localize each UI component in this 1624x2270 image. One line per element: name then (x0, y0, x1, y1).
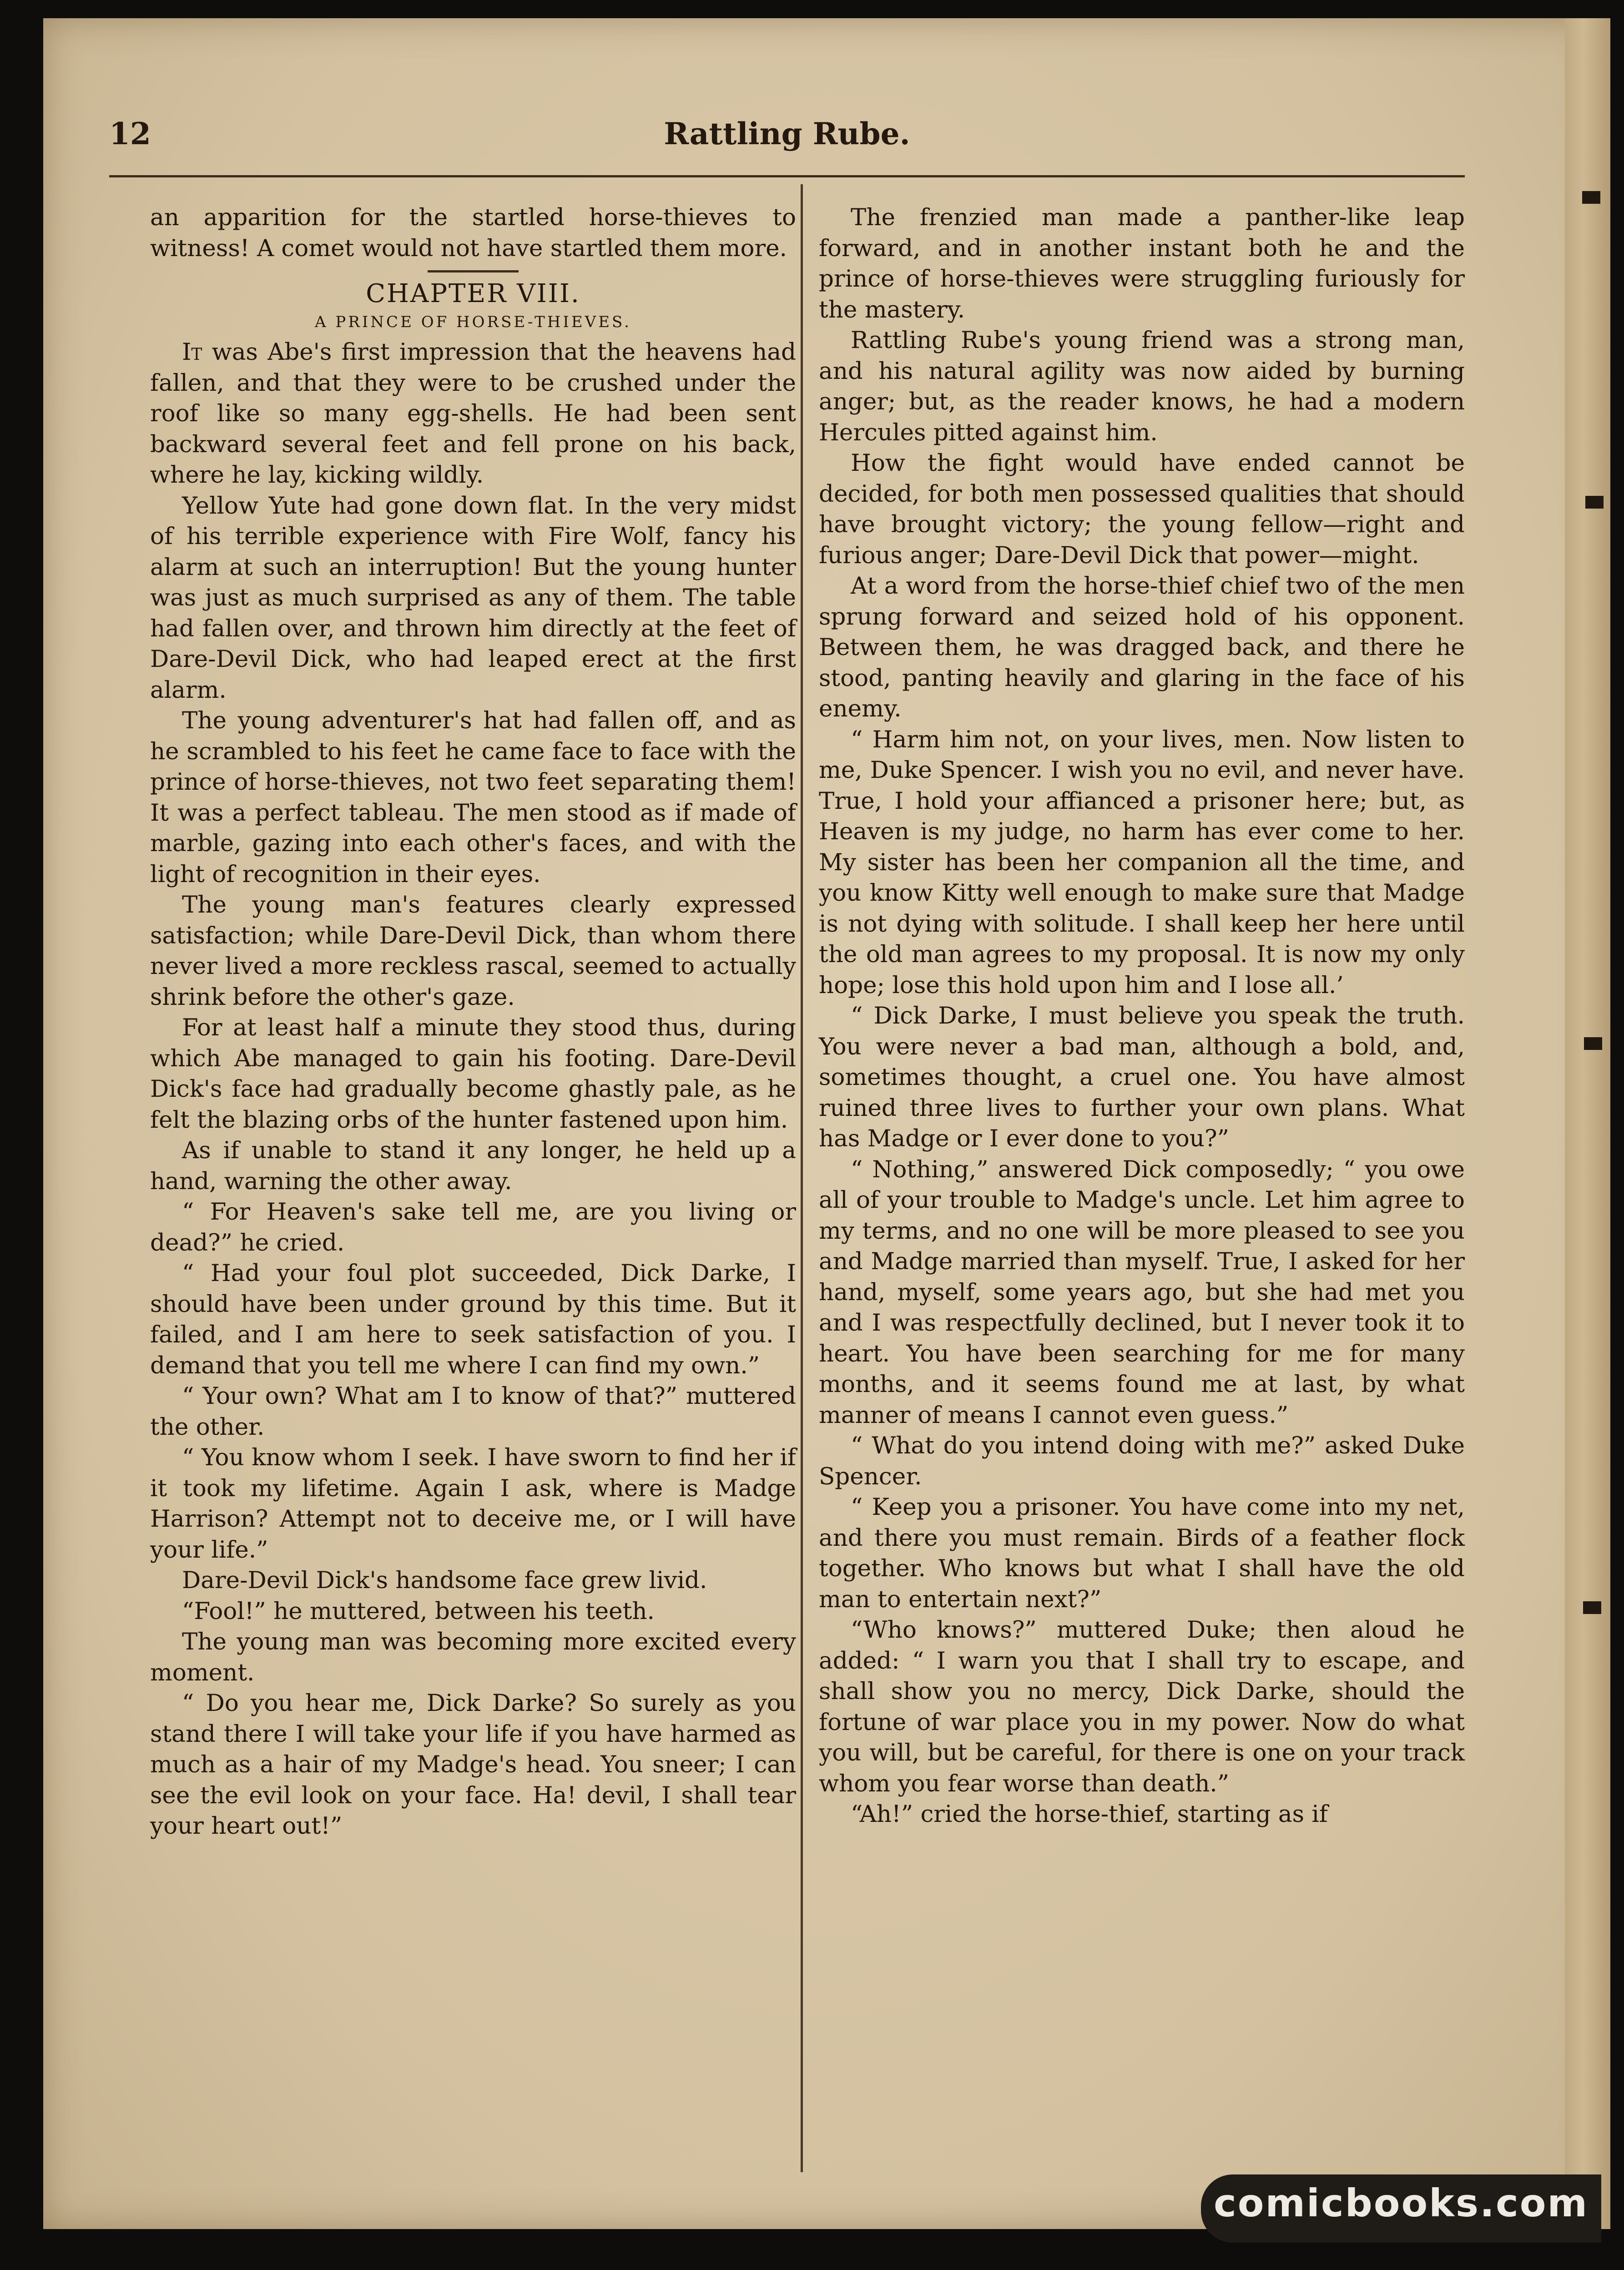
paragraph: “ Keep you a prisoner. You have come into my net, and there you must remain. Birds of a feather flock together. Who knows but what I shall have the old man to entertain next?” (819, 1493, 1465, 1613)
paragraph: “Ah!” cried the horse-thief, starting as if (851, 1801, 1328, 1828)
paragraph: “Who knows?” muttered Duke; then aloud he added: “ I warn you that I shall try to escape, and shall show you no mercy, Dick Darke, should the fortune of war place you in my power. Now do what you will, but be careful, for there is one on your track whom you fear worse than death.” (819, 1616, 1465, 1797)
paragraph: “ What do you intend doing with me?” asked Duke Spencer. (819, 1432, 1465, 1490)
paragraph: “ For Heaven's sake tell me, are you living or dead?” he cried. (150, 1198, 796, 1256)
paragraph: “ Harm him not, on your lives, men. Now listen to me, Duke Spencer. I wish you no evil, and never have. True, I hold your affianced a prisoner here; but, as Heaven is my judge, no harm has ever come to her. My sister has been her companion all the time, and you know Kitty well enough to make sure that Madge is not dying with solitude. I shall keep her here until the old man agrees to my proposal. It is now my only hope; lose this hold upon him and I lose all.’ (819, 726, 1465, 999)
paragraph: “ Had your foul plot succeeded, Dick Darke, I should have been under ground by this time. But it failed, and I am here to seek satisfaction of you. I demand that you tell me where I can find my own.” (150, 1260, 796, 1379)
paragraph: The young adventurer's hat had fallen off, and as he scrambled to his feet he came face to face with the prince of horse-thieves, not two feet separating them! It was a perfect tableau. The men stood as if made of marble, gazing into each other's faces, and with the light of recognition in their eyes. (150, 707, 796, 888)
paragraph: The young man's features clearly expressed satisfaction; while Dare-Devil Dick, than whom there never lived a more reckless rascal, seemed to actually shrink before the other's gaze. (150, 891, 796, 1011)
left-column (150, 202, 796, 1842)
paragraph: Rattling Rube's young friend was a strong man, and his natural agility was now aided by burning anger; but, as the reader knows, he had a modern Hercules pitted against him. (819, 327, 1465, 446)
chapter-subtitle: A PRINCE OF HORSE-THIEVES. (315, 313, 631, 331)
column-divider (801, 184, 803, 2172)
page-spine-edge (1565, 18, 1610, 2229)
paragraph: “ Your own? What am I to know of that?” muttered the other. (150, 1382, 796, 1441)
paragraph: “ Dick Darke, I must believe you speak the truth. You were never a bad man, although a bold, and, sometimes thought, a cruel one. You have almost ruined three lives to further your own plans. What has Madge or I ever done to you?” (819, 1002, 1465, 1152)
paragraph: The young man was becoming more excited every moment. (150, 1628, 796, 1686)
paragraph: an apparition for the startled horse-thieves to witness! A comet would not have startled them more. (150, 204, 796, 262)
right-column (819, 202, 1465, 1830)
paragraph: “ Do you hear me, Dick Darke? So surely as you stand there I will take your life if you have harmed as much as a hair of my Madge's head. You sneer; I can see the evil look on your face. Ha! devil, I shall tear your heart out!” (150, 1690, 796, 1840)
paragraph: At a word from the horse-thief chief two of the men sprung forward and seized hold of his opponent. Between them, he was dragged back, and there he stood, panting heavily and glaring in the face of his enemy. (819, 572, 1465, 722)
paragraph: Dare-Devil Dick's handsome face grew livid. (182, 1567, 707, 1594)
paragraph: For at least half a minute they stood thus, during which Abe managed to gain his footing. Dare-Devil Dick's face had gradually become ghastly pale, as he felt the blazing orbs of the hunter fastened upon him. (150, 1014, 796, 1134)
chapter-heading: CHAPTER VIII. (366, 279, 580, 308)
binding-tab (1585, 496, 1604, 509)
paragraph: “Fool!” he muttered, between his teeth. (182, 1597, 655, 1625)
watermark-text: comicbooks.com (1214, 2181, 1589, 2225)
header-rule (109, 175, 1465, 177)
page-title: Rattling Rube. (664, 116, 910, 151)
running-header (109, 116, 1465, 166)
page-number: 12 (109, 116, 151, 151)
paragraph-text: was Abe's first impression that the heavens had fallen, and that they were to be crushed under the roof like so many egg-shells. He had been sent backward several feet and fell prone on his back, where he lay, kicking wildly. (150, 338, 796, 489)
lead-word: It (182, 338, 202, 366)
paragraph: How the fight would have ended cannot be decided, for both men possessed qualities that should have brought victory; the young fellow—right and furious anger; Dare-Devil Dick that power—might. (819, 449, 1465, 569)
binding-tab (1582, 191, 1600, 204)
section-break-rule (428, 270, 519, 272)
paragraph: As if unable to stand it any longer, he held up a hand, warning the other away. (150, 1137, 796, 1195)
paragraph: “ Nothing,” answered Dick composedly; “ you owe all of your trouble to Madge's uncle. Let him agree to my terms, and no one will be more pleased to see you and Madge married than myself. True, I asked for her hand, myself, some years ago, but she had met you and I was respectfully declined, but I never took it to heart. You have been searching for me for many months, and it seems found me at last, by what manner of means I cannot even guess.” (819, 1155, 1465, 1429)
watermark-badge (1201, 2174, 1601, 2243)
binding-tab (1583, 1601, 1601, 1614)
paragraph: Yellow Yute had gone down flat. In the very midst of his terrible experience with Fire Wolf, fancy his alarm at such an interruption! But the young hunter was just as much surprised as any of them. The table had fallen over, and thrown him directly at the feet of Dare-Devil Dick, who had leaped erect at the first alarm. (150, 492, 796, 704)
paragraph: “ You know whom I seek. I have sworn to find her if it took my lifetime. Again I ask, where is Madge Harrison? Attempt not to deceive me, or I will have your life.” (150, 1444, 796, 1564)
paragraph (150, 337, 796, 491)
paragraph: The frenzied man made a panther-like leap forward, and in another instant both he and the prince of horse-thieves were struggling furiously for the mastery. (819, 204, 1465, 323)
binding-tab (1584, 1037, 1602, 1050)
